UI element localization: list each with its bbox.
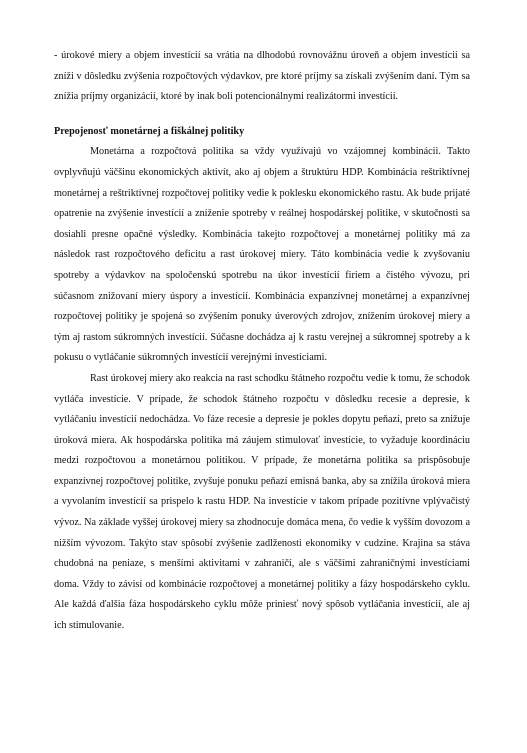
intro-paragraph: - úrokové miery a objem investícií sa vrátia na dlhodobú rovnovážnu úroveň a objem investícií sa zníži v dôsledku zvýšenia rozpočtových výdavkov, pre ktoré príjmy sa získali zvýšením daní. Tým sa znížia príjmy organizácií, ktoré by inak boli potencionálnymi realizátormi investícií. <box>54 50 470 103</box>
document-body <box>54 46 470 637</box>
paragraph-2: Rast úrokovej miery ako reakcia na rast schodku štátneho rozpočtu vedie k tomu, že schodok vytláča investície. V prípade, že schodok štátneho rozpočtu v dôsledku recesie a depresie, k vytláčaniu investícií nedochádza. Vo fáze recesie a depresie je pokles dopytu peňazí, preto sa znižuje úroková miera. Ak hospodárska politika má záujem stimulovať investície, to vyžaduje koordináciu medzi rozpočtovou a monetárnou politikou. V prípade, že monetárna politika sa prispôsobuje expanzívnej rozpočtovej politike, zvyšuje ponuku peňazí emisná banka, aby sa znížila úroková miera a vyvolaním investícií sa prispelo k rastu HDP. Na investície v takom prípade pozitívne vplývačistý vývoz. Na základe vyššej úrokovej miery sa zhodnocuje domáca mena, čo vedie k vyšším dovozom a nižším vývozom. Takýto stav spôsobí zvýšenie zadlženosti ekonomiky v cudzine. Krajina sa stáva chudobná na peniaze, s menšími aktivitami v zahraničí, ale s väčšími zahraničnými investíciami doma. Vždy to závisí od kombinácie rozpočtovej a monetárnej politiky a fázy hospodárskeho cyklu. Ale každá ďalšia fáza hospodárskeho cyklu môže priniesť nový spôsob vytláčania investícií, ale aj ich stimulovanie. <box>54 372 470 632</box>
section-heading: Prepojenosť monetárnej a fiškálnej politiky <box>54 125 245 137</box>
paragraph-1: Monetárna a rozpočtová politika sa vždy využívajú vo vzájomnej kombinácii. Takto ovplyvňujú väčšinu ekonomických aktivít, ako aj objem a štruktúru HDP. Kombinácia reštriktívnej monetárnej a reštriktívnej rozpočtovej politiky vedie k poklesku ekonomického rastu. Ak bude prijaté opatrenie na zvýšenie investícií a zníženie spotreby v reálnej hospodárskej politike, v skutočnosti sa dosiahli presne opačné výsledky. Kombinácia takejto rozpočtovej a monetárnej politiky má za následok rast rozpočtového deficitu a rast úrokovej miery. Táto kombinácia vedie k zvyšovaniu spotreby a výdavkov na spoločenskú spotrebu na úkor investícií firiem a čistého vývozu, pri súčasnom znižovaní miery úspory a investícií. Kombinácia expanzívnej monetárnej a expanzívnej rozpočtovej politiky je spojená so zvýšením ponuky úverových zdrojov, znížením úrokovej miery a tým aj rastom súkromných investícií. Súčasne dochádza aj k rastu verejnej a súkromnej spotreby a k pokusu o vytláčanie súkromných investícií verejnými investíciami. <box>54 146 470 364</box>
